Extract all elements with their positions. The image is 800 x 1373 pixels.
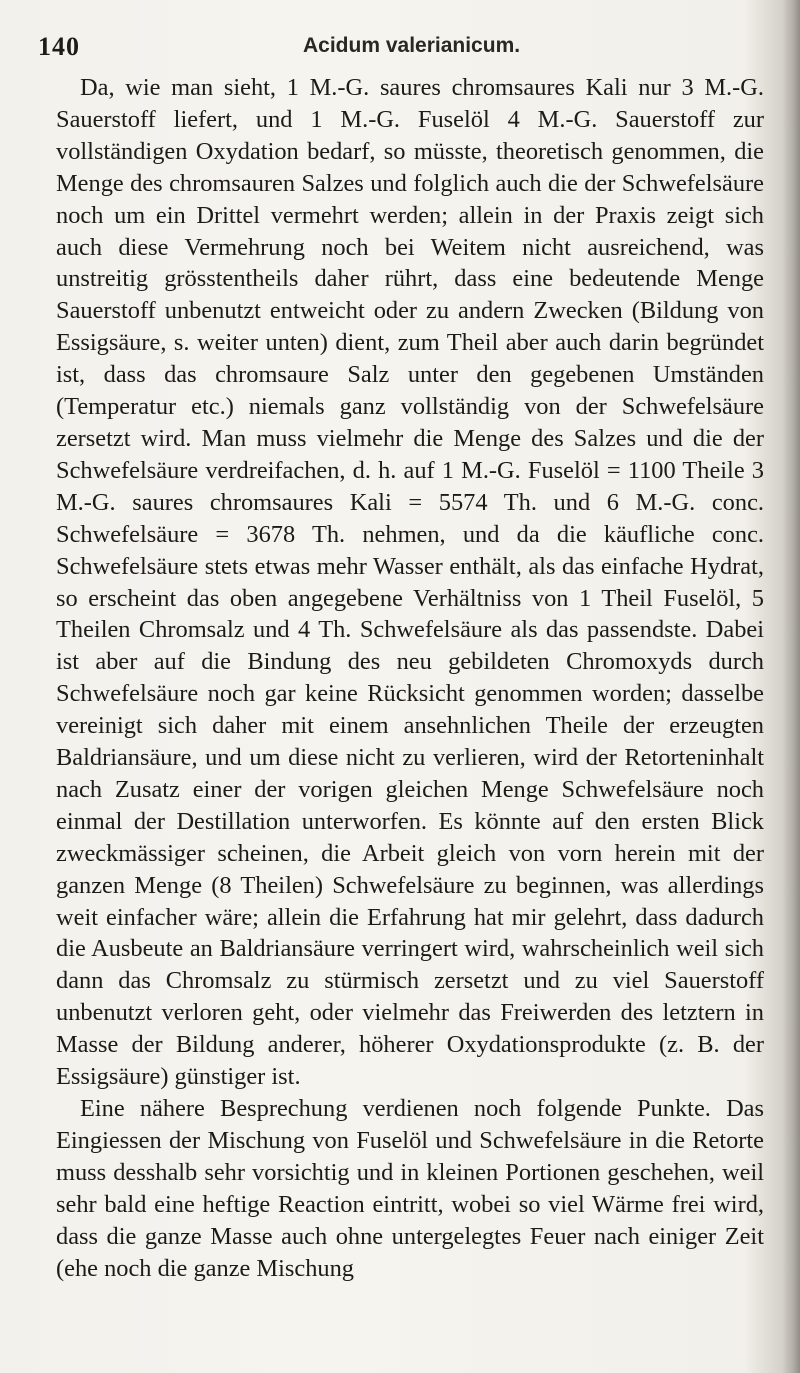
paragraph-2: Eine nähere Besprechung verdienen noch folgende Punkte. Das Eingiessen der Mischung von Fuselöl und Schwefelsäure in die Retorte muss desshalb sehr vorsichtig und in kleinen Portionen geschehen, weil sehr bald eine heftige Reaction eintritt, wobei so viel Wärme frei wird, dass die ganze Masse auch ohne untergelegtes Feuer nach einiger Zeit (ehe noch die ganze Mischung [56, 1095, 764, 1282]
running-head [0, 28, 800, 68]
page-edge-shadow [782, 0, 800, 1373]
page-number: 140 [38, 32, 80, 61]
body-text [56, 72, 764, 1284]
paragraph-1: Da, wie man sieht, 1 M.-G. saures chromsaures Kali nur 3 M.-G. Sauerstoff liefert, und 1 M.-G. Fuselöl 4 M.-G. Sauerstoff zur vollständigen Oxydation bedarf, so müsste, theoretisch genommen, die Menge des chromsauren Salzes und folglich auch die der Schwefelsäure noch um ein Drittel vermehrt werden; allein in der Praxis zeigt sich auch diese Vermehrung noch bei Weitem nicht ausreichend, was unstreitig grösstentheils daher rührt, dass eine bedeutende Menge Sauerstoff unbenutzt entweicht oder zu andern Zwecken (Bildung von Essigsäure, s. weiter unten) dient, zum Theil aber auch darin begründet ist, dass das chromsaure Salz unter den gegebenen Umständen (Temperatur etc.) niemals ganz vollständig von der Schwefelsäure zersetzt wird. Man muss vielmehr die Menge des Salzes und die der Schwefelsäure verdreifachen, d. h. auf 1 M.-G. Fuselöl = 1100 Theile 3 M.-G. saures chromsaures Kali = 5574 Th. und 6 M.-G. conc. Schwefelsäure = 3678 Th. nehmen, und da die käufliche conc. Schwefelsäure stets etwas mehr Wasser enthält, als das einfache Hydrat, so erscheint das oben angegebene Verhältniss von 1 Theil Fuselöl, 5 Theilen Chromsalz und 4 Th. Schwefelsäure als das passendste. Dabei ist aber auf die Bindung des neu gebildeten Chromoxyds durch Schwefelsäure noch gar keine Rücksicht genommen worden; dasselbe vereinigt sich daher mit einem ansehnlichen Theile der erzeugten Baldriansäure, und um diese nicht zu verlieren, wird der Retorteninhalt nach Zusatz einer der vorigen gleichen Menge Schwefelsäure noch einmal der Destillation unterworfen. Es könnte auf den ersten Blick zweckmässiger scheinen, die Arbeit gleich von vorn herein mit der ganzen Menge (8 Theilen) Schwefelsäure zu beginnen, was allerdings weit einfacher wäre; allein die Erfahrung hat mir gelehrt, dass dadurch die Ausbeute an Baldriansäure verringert wird, wahrscheinlich weil sich dann das Chromsalz zu stürmisch zersetzt und zu viel Sauerstoff unbenutzt verloren geht, oder vielmehr das Freiwerden des letztern in Masse der Bildung anderer, höherer Oxydationsprodukte (z. B. der Essigsäure) günstiger ist. [56, 74, 764, 1091]
running-title: Acidum valerianicum. [303, 34, 521, 57]
